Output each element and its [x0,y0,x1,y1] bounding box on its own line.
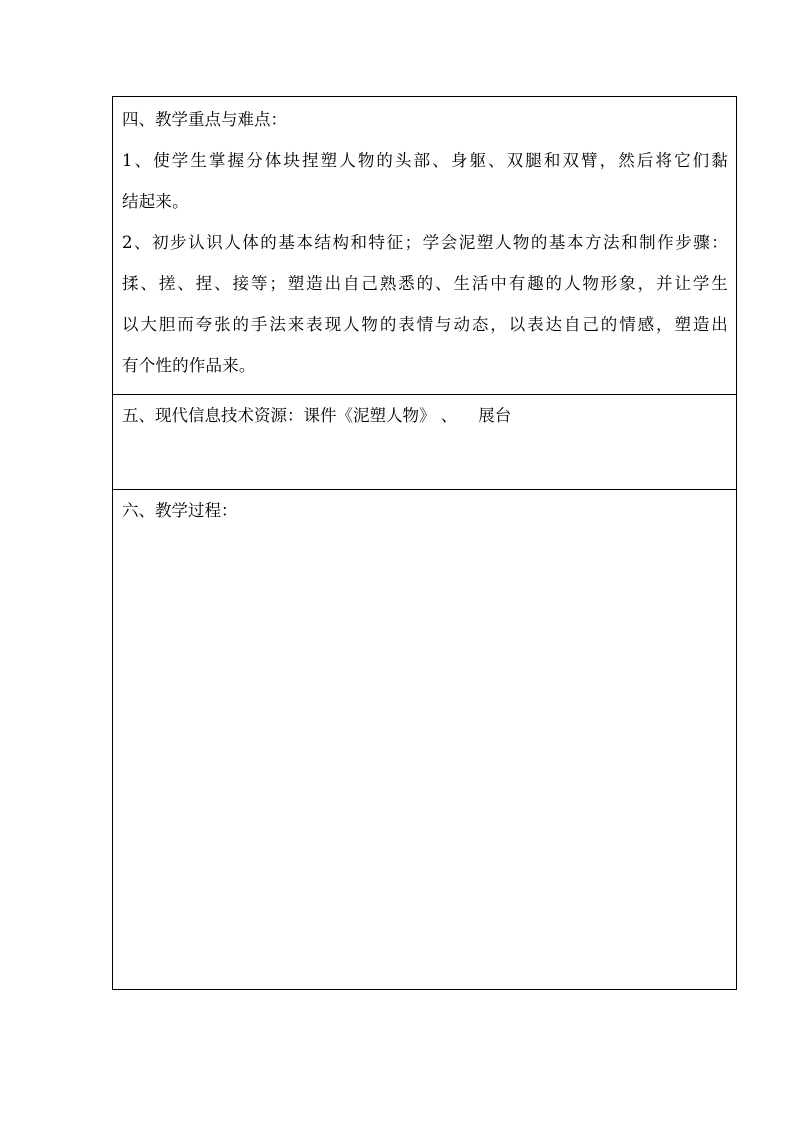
section-teaching-process [113,490,736,989]
section-key-points [113,97,736,395]
key-point-1-line-2: 结起来。 [122,192,189,211]
section-teaching-process-heading: 六、教学过程： [122,501,238,520]
key-point-2-line-1: 2、初步认识人体的基本结构和特征；学会泥塑人物的基本方法和制作步骤： [122,233,728,252]
lesson-plan-table [112,96,737,990]
key-point-2-line-2: 揉、搓、捏、接等；塑造出自己熟悉的、生活中有趣的人物形象，并让学生 [122,274,728,293]
section-tech-resources [113,395,736,490]
section-key-points-heading: 四、教学重点与难点： [122,110,287,129]
key-point-2-line-3: 以大胆而夸张的手法来表现人物的表情与动态，以表达自己的情感，塑造出 [122,315,728,334]
section-tech-resources-heading: 五、现代信息技术资源：课件《泥塑人物》 、 展台 [122,406,512,425]
key-point-1-line-1: 1、使学生掌握分体块捏塑人物的头部、身躯、双腿和双臂，然后将它们黏 [122,151,728,170]
key-point-2-line-4: 有个性的作品来。 [122,356,256,375]
